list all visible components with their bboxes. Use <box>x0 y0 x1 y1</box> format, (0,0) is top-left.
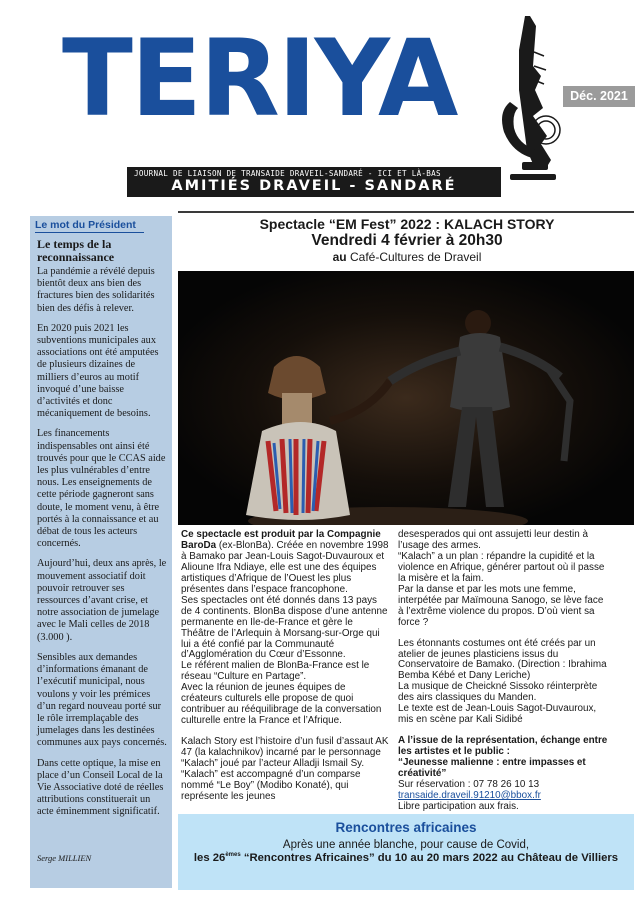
headline-line3-venue: Café-Cultures de Draveil <box>349 250 482 264</box>
rencontres-line2-start: les 26 <box>193 852 226 864</box>
headline-line1: Spectacle “EM Fest” 2022 : KALACH STORY <box>259 216 555 232</box>
article-paragraph: La musique de Cheickné Sissoko réinterprète des airs classiques du Manden. <box>398 681 598 704</box>
performance-photo-image <box>178 271 634 525</box>
header-rule <box>178 211 634 213</box>
president-paragraph: Les financements indispensables ont ainsi été trouvés pour que le CCAS aide les plus vulnérables d’entre nous. Les enseignements de cette période gagneront sans doute, le moment venu, à être portés à la connaissance et au débat de tous les acteurs concernés. <box>37 428 166 550</box>
article-paragraph: Ses spectacles ont été donnés dans 13 pays de 4 continents. BlonBa dispose d’une antenne permanente en Ile-de-France et gère le Théâtre de l’Arlequin à Morsang-sur-Orge qui lui a été confié par la Communauté d’Agglomération du Cœur d’Essonne. <box>181 594 388 661</box>
article-column-1 <box>181 530 389 813</box>
article-intro: (ex-BlonBa). Créée en novembre 1998 à Bamako par Jean-Louis Sagot-Duvauroux et Alioune Ifra Ndiaye, elle est une des équipes artistiques d’Afrique de l’Ouest les plus présentes dans l’espace francophone. <box>181 539 389 595</box>
teriya-logo: TERIYA <box>62 17 457 140</box>
debate-title: “Jeunesse malienne : entre impasses et créativité” <box>398 757 586 780</box>
headline-line2: Vendredi 4 février à 20h30 <box>311 232 503 249</box>
rencontres-line2 <box>178 852 634 864</box>
president-heading: Le mot du Président <box>35 219 144 233</box>
president-text <box>37 266 169 827</box>
masthead-subtitle: JOURNAL DE LIAISON DE TRANSAIDE DRAVEIL-SANDARÉ - ICI ET LÀ-BAS <box>134 169 441 178</box>
article-paragraph: Kalach Story est l’histoire d’un fusil d’assaut AK 47 (la kalachnikov) incarné par le personnage “Kalach” joué par l’acteur Alladji Ismail Sy. “Kalach” est accompagné d’un comparse nommé “Le Boy” (Modibo Konaté), qui représente les jeunes <box>181 736 389 802</box>
headline-line3-prefix: au <box>332 250 347 264</box>
president-paragraph: La pandémie a révélé depuis bientôt deux ans bien des fractures bien des solidarités bien des défis à relever. <box>37 266 155 314</box>
president-title: Le temps de la reconnaissance <box>37 237 115 264</box>
issue-date-badge: Déc. 2021 <box>563 86 635 107</box>
article-paragraph: desesperados qui ont assujetti leur destin à l’usage des armes. <box>398 529 588 551</box>
rencontres-ordinal: èmes <box>225 852 241 859</box>
president-paragraph: En 2020 puis 2021 les subventions municipales aux associations ont été amputées de plusieurs dizaines de milliers d’euros au motif invoqué d’une baisse d’activités et donc mécaniquement de besoins. <box>37 322 159 420</box>
masthead-amities: AMITIÉS DRAVEIL - SANDARÉ <box>171 178 457 194</box>
article-intro-bold: Ce spectacle est produit par la Compagnie BaroDa <box>181 529 381 551</box>
debate-announcement: A l’issue de la représentation, échange entre les artistes et le public : <box>398 735 608 758</box>
article-paragraph: Par la danse et par les mots une femme, interpétée par Maïmouna Sanogo, se lève face à l’extrême violence du propos. D’où vient sa force ? <box>398 583 604 628</box>
president-paragraph: Aujourd’hui, deux ans après, le mouvement associatif doit pouvoir retrouver ses ressources d’avant crise, et notre association de jumelage avec le Mali celles de 2018 (3.000 ). <box>37 558 167 643</box>
reservation-phone: Sur réservation : 07 78 26 10 13 <box>398 779 540 791</box>
rencontres-line1: Après une année blanche, pour cause de Covid, <box>282 839 530 851</box>
article-paragraph: Le texte est de Jean-Louis Sagot-Duvauroux, mis en scène par Kali Sidibé <box>398 703 597 726</box>
article-paragraph: Les étonnants costumes ont été créés par un atelier de jeunes plasticiens issus du Conservatoire de Bamako. (Direction : Ibrahima Bemba Kébé et Dany Leriche) <box>398 637 607 682</box>
participation-note: Libre participation aux frais. <box>398 800 519 812</box>
article-paragraph: Le référent malien de BlonBa-France est le réseau “Culture en Partage”. <box>181 660 370 683</box>
reservation-email-link[interactable]: transaide.draveil.91210@bbox.fr <box>398 789 541 801</box>
article-column-2 <box>398 530 608 813</box>
rencontres-line2-end: “Rencontres Africaines” du 10 au 20 mars 2022 au Château de Villiers <box>240 852 619 864</box>
headline-line3 <box>182 250 632 264</box>
rencontres-title: Rencontres africaines <box>335 820 477 835</box>
president-paragraph: Dans cette optique, la mise en place d’un Conseil Local de la Vie Associative doté de réelles attributions constituerait un acte éminemment significatif. <box>37 757 164 818</box>
article-paragraph: Avec la réunion de jeunes équipes de créateurs culturels elle propose de quoi contribuer au rééquilibrage de la conversation culturelle entre la France et l’Afrique. <box>181 682 382 727</box>
president-signature: Serge MILLIEN <box>37 853 92 863</box>
article-paragraph: “Kalach” a un plan : répandre la cupidité et la violence en Afrique, générer partout où il passe la misère et la faim. <box>398 550 605 584</box>
performance-photo <box>178 271 634 525</box>
president-paragraph: Sensibles aux demandes d’informations émanant de l’exécutif municipal, nous voulons y voir les prémices d’un regard nouveau porté sur le rôle irremplaçable des jumelages dans les destinées communes aux pays concernés. <box>37 651 167 749</box>
